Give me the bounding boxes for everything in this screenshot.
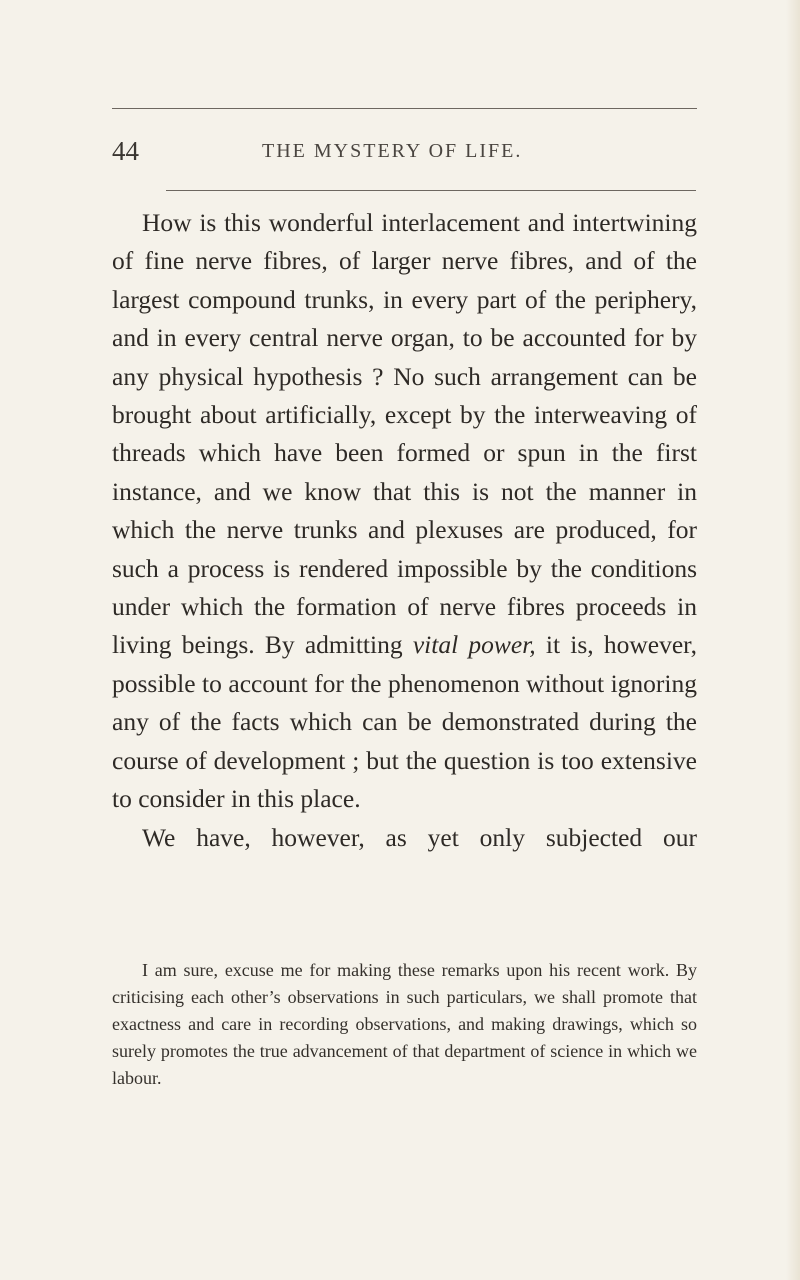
running-head: [0, 132, 800, 172]
header-rule-bottom: [166, 190, 696, 191]
paragraph-1: [112, 204, 697, 819]
paragraph-2: We have, however, as yet only subjected our: [142, 822, 697, 852]
footnote-text: I am sure, excuse me for making these remarks upon his recent work. By criticising each other’s observations in such particulars, we shall promote that exactness and care in recording observations, and making drawings, which so surely promotes the true advancement of that department of science in which we labour.: [112, 960, 697, 1088]
running-title: THE MYSTERY OF LIFE.: [262, 140, 523, 162]
page-edge: [786, 0, 800, 1280]
italic-phrase: vital power,: [412, 630, 536, 660]
footnote: [112, 957, 697, 1092]
body-text: [112, 204, 697, 857]
header-rule-top: [112, 108, 697, 109]
paragraph-1-text: How is this wonderful interlacement and intertwining of fine nerve fibres, of larger nerve fibres, and of the largest compound trunks, in every part of the periphery, and in every central nerve organ, to be accounted for by any physical hypothesis ? No such arrangement can be brought about artificially, except by the interweaving of threads which have been formed or spun in the first instance, and we know that this is not the manner in which the nerve trunks and plexuses are produced, for such a process is rendered impossible by the conditions under which the formation of nerve fibres proceeds in living beings. By admitting: [112, 208, 697, 660]
paragraph-1-continuation: it is, however, possible to account for the phenomenon without ignoring any of the facts which can be demonstrated during the course of development ; but the question is too extensive to consider in this place.: [112, 630, 698, 814]
page-number: 44: [112, 136, 139, 166]
